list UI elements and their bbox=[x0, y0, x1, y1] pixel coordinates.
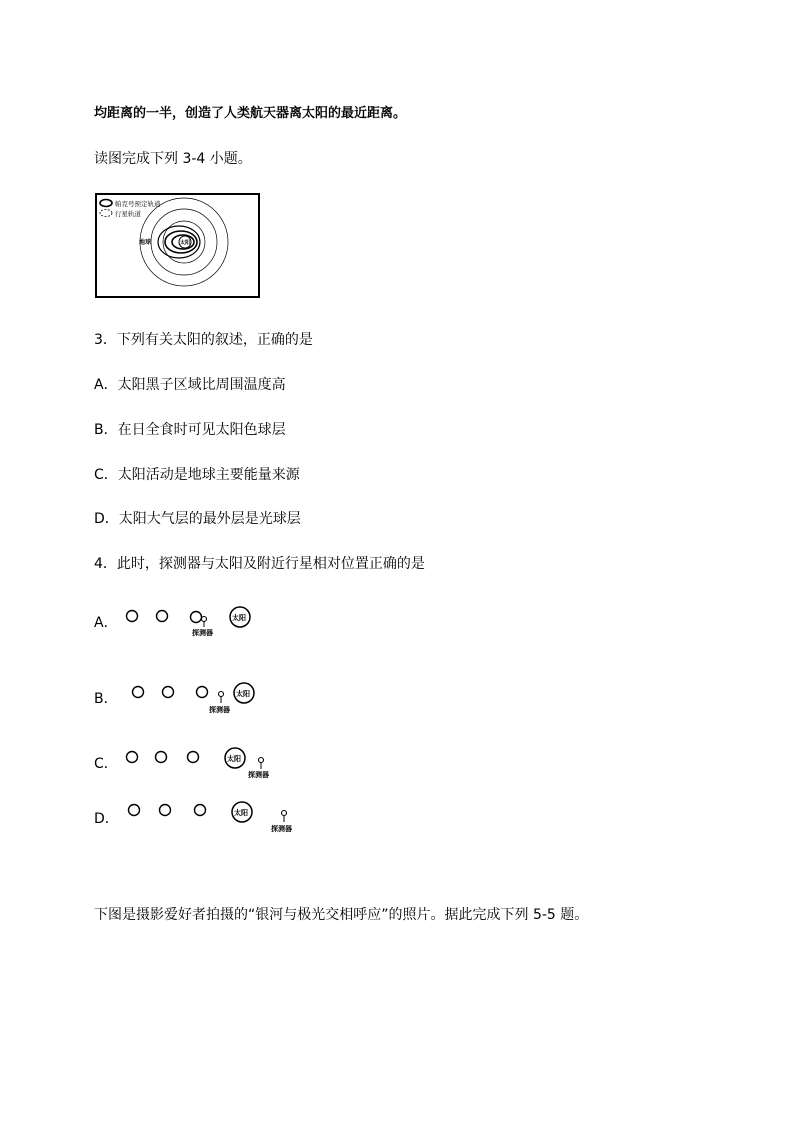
probe-text: 探测器 bbox=[209, 706, 230, 714]
probe-icon bbox=[282, 811, 287, 816]
planet-3 bbox=[191, 612, 202, 623]
planet-orbit-legend-icon bbox=[100, 210, 112, 217]
q4-option-a-figure bbox=[120, 604, 260, 640]
q4-option-d-figure bbox=[120, 798, 300, 838]
q4-option-a-label: A． bbox=[94, 615, 118, 631]
q3-option-b: B．在日全食时可见太阳色球层 bbox=[94, 422, 286, 438]
sun-label: 太阳 bbox=[180, 240, 191, 246]
planet-2 bbox=[163, 687, 174, 698]
q4-option-d-label: D． bbox=[94, 811, 119, 827]
planet-2 bbox=[157, 611, 168, 622]
planet-1 bbox=[133, 687, 144, 698]
earth-label: 地球 bbox=[139, 239, 152, 246]
planet-3 bbox=[188, 752, 199, 763]
instruction-5: 下图是摄影爱好者拍摄的“银河与极光交相呼应”的照片。据此完成下列 5-5 题。 bbox=[94, 907, 589, 923]
q4-option-b-figure bbox=[120, 680, 270, 718]
q3-stem: 3．下列有关太阳的叙述，正确的是 bbox=[94, 332, 313, 348]
probe-orbit-legend-icon bbox=[100, 200, 112, 207]
probe-text: 探测器 bbox=[248, 771, 269, 779]
orbit-figure bbox=[95, 193, 260, 298]
q4-option-b-label: B． bbox=[94, 691, 118, 707]
legend-probe-label: 帕克号预定轨道 bbox=[115, 200, 161, 208]
planet-1 bbox=[127, 752, 138, 763]
instruction-3-4: 读图完成下列 3-4 小题。 bbox=[94, 151, 252, 167]
probe-icon bbox=[259, 758, 264, 763]
probe-text: 探测器 bbox=[271, 825, 292, 833]
probe-icon bbox=[202, 617, 207, 622]
planet-3 bbox=[197, 687, 208, 698]
sun-text: 太阳 bbox=[232, 614, 246, 622]
sun-text: 太阳 bbox=[234, 809, 248, 817]
planet-3 bbox=[195, 805, 206, 816]
q4-stem: 4．此时，探测器与太阳及附近行星相对位置正确的是 bbox=[94, 556, 425, 572]
planet-1 bbox=[129, 805, 140, 816]
q3-option-c: C．太阳活动是地球主要能量来源 bbox=[94, 467, 300, 483]
planet-1 bbox=[127, 611, 138, 622]
sun-text: 太阳 bbox=[236, 690, 250, 698]
planet-2 bbox=[160, 805, 171, 816]
probe-text: 探测器 bbox=[192, 629, 213, 637]
intro-line: 均距离的一半，创造了人类航天器离太阳的最近距离。 bbox=[94, 106, 407, 121]
sun-text: 太阳 bbox=[227, 755, 241, 763]
legend-planet-label: 行星轨道 bbox=[115, 210, 141, 218]
q4-option-c-label: C． bbox=[94, 756, 118, 772]
q3-option-d: D．太阳大气层的最外层是光球层 bbox=[94, 511, 301, 527]
orbit-diagram bbox=[97, 195, 258, 296]
planet-2 bbox=[156, 752, 167, 763]
probe-icon bbox=[219, 692, 224, 697]
q3-option-a: A．太阳黑子区域比周围温度高 bbox=[94, 377, 286, 393]
q4-option-c-figure bbox=[120, 745, 280, 783]
